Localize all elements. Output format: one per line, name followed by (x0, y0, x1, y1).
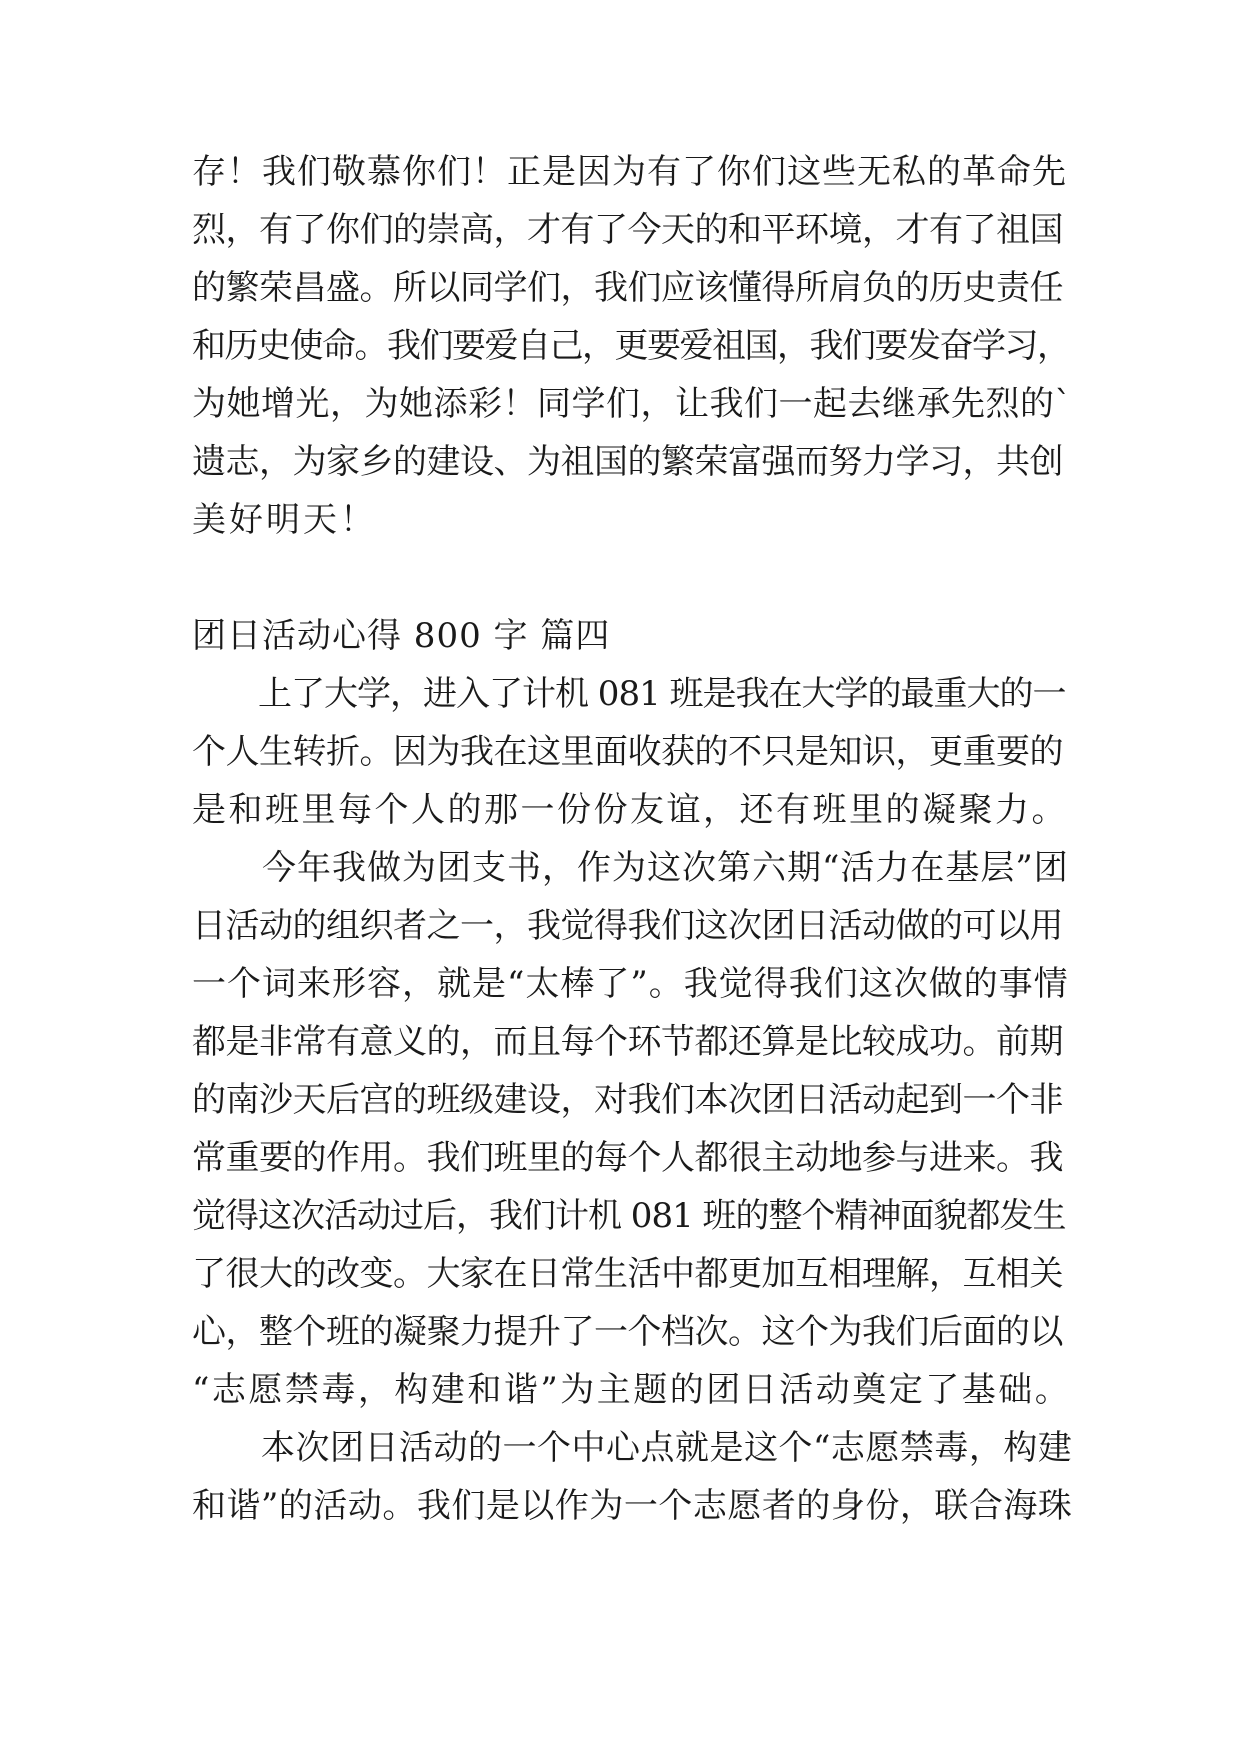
text-line: 是和班里每个人的那一份份友谊，还有班里的凝聚力。 (192, 790, 1068, 830)
text-line: 美好明天！ (192, 500, 377, 540)
text-line: 的繁荣昌盛。所以同学们，我们应该懂得所肩负的历史责任 (192, 268, 1063, 308)
text-line: “志愿禁毒，构建和谐”为主题的团日活动奠定了基础。 (192, 1370, 1072, 1410)
text-line: 常重要的作用。我们班里的每个人都很主动地参与进来。我 (192, 1138, 1063, 1178)
text-line: 一个词来形容，就是“太棒了”。我觉得我们这次做的事情 (192, 964, 1069, 1004)
text-line: 本次团日活动的一个中心点就是这个“志愿禁毒，构建 (192, 1428, 1073, 1468)
text-line: 心，整个班的凝聚力提升了一个档次。这个为我们后面的以 (192, 1312, 1063, 1352)
text-line: 今年我做为团支书，作为这次第六期“活力在基层”团 (192, 848, 1069, 888)
text-line: 都是非常有意义的，而且每个环节都还算是比较成功。前期 (192, 1022, 1063, 1062)
text-line: 为她增光，为她添彩！同学们，让我们一起去继承先烈的` (192, 384, 1072, 424)
text-line: 上了大学，进入了计机 081 班是我在大学的最重大的一 (192, 674, 1066, 714)
text-line: 遗志，为家乡的建设、为祖国的繁荣富强而努力学习，共创 (192, 442, 1063, 482)
text-line: 和历史使命。我们要爱自己，更要爱祖国，我们要发奋学习， (192, 326, 1070, 366)
text-line: 和谐”的活动。我们是以作为一个志愿者的身份，联合海珠 (192, 1486, 1073, 1526)
text-line: 日活动的组织者之一，我觉得我们这次团日活动做的可以用 (192, 906, 1063, 946)
text-line: 个人生转折。因为我在这里面收获的不只是知识，更重要的 (192, 732, 1063, 772)
text-line: 觉得这次活动过后，我们计机 081 班的整个精神面貌都发生 (192, 1196, 1066, 1236)
text-line: 存！我们敬慕你们！正是因为有了你们这些无私的革命先 (192, 152, 1067, 192)
section-heading: 团日活动心得 800 字 篇四 (192, 616, 611, 656)
text-line: 了很大的改变。大家在日常生活中都更加互相理解，互相关 (192, 1254, 1063, 1294)
text-line: 烈，有了你们的崇高，才有了今天的和平环境，才有了祖国 (192, 210, 1063, 250)
text-line: 的南沙天后宫的班级建设，对我们本次团日活动起到一个非 (192, 1080, 1063, 1120)
